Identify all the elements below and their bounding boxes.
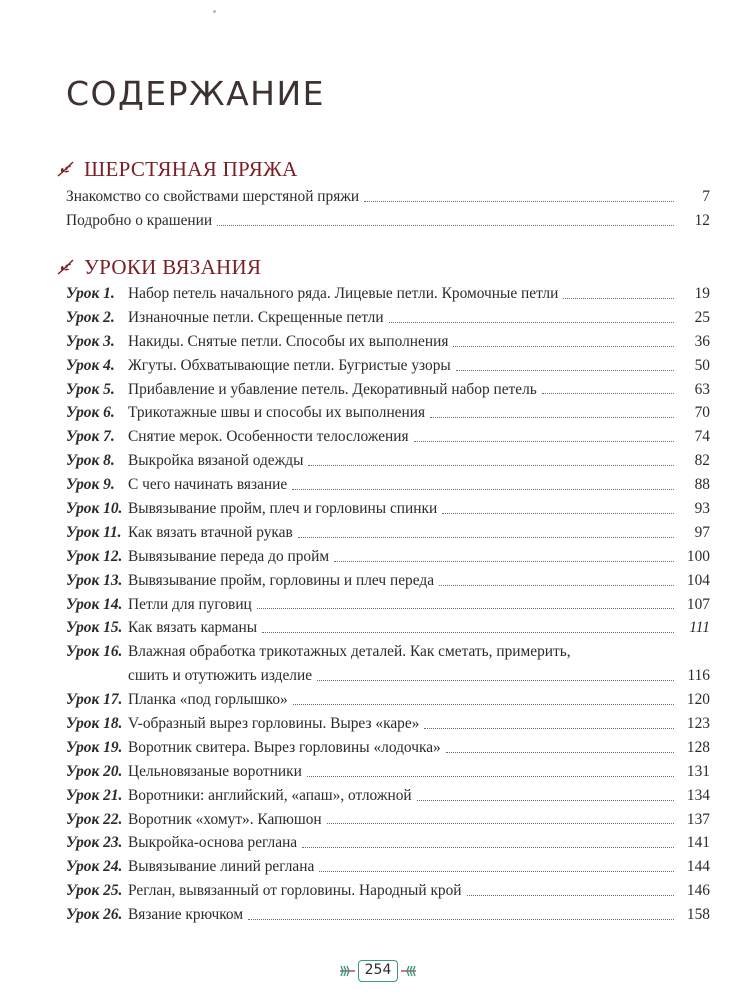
page-ref: 50 [694,356,710,374]
lesson-number: Урок 14. [66,595,123,613]
entry-title: Воротник свитера. Вырез горловины «лодочка» [128,738,441,756]
dot-leader [308,465,674,466]
dot-leader [563,298,674,299]
lesson-number: Урок 9. [66,476,115,494]
entry-title: Знакомство со свойствами шерстяной пряжи [66,188,360,205]
page-title: СОДЕРЖАНИЕ [66,74,326,113]
dot-leader [217,225,674,226]
toc-entry [66,306,710,330]
dot-leader [442,513,674,514]
dot-leader [298,537,674,538]
sprig-icon [56,257,76,277]
dot-leader [257,608,674,609]
lesson-number: Урок 18. [66,715,123,733]
dot-leader [417,800,674,801]
page-ref: 93 [694,500,710,518]
lesson-number: Урок 12. [66,547,123,565]
dot-leader [542,393,674,394]
dot-leader [317,680,674,681]
page-ref: 146 [686,882,710,900]
page-ref: 104 [686,571,710,589]
lesson-number: Урок 5. [66,380,115,398]
entry-title: Вывязывание линий реглана [128,858,315,876]
entry-title: Вывязывание переда до пройм [128,547,330,565]
print-mark [213,10,216,13]
dot-leader [430,417,674,418]
lesson-number: Урок 26. [66,906,123,924]
dot-leader [319,871,674,872]
entry-title: Выкройка-основа реглана [128,834,298,852]
lesson-number: Урок 17. [66,691,123,709]
lesson-number: Урок 19. [66,738,123,756]
entry-title: Жгуты. Обхватывающие петли. Бугристые узоры [128,356,451,374]
dot-leader [293,704,674,705]
toc-entry [66,664,710,688]
page-ref: 74 [694,428,710,446]
entry-title: Вывязывание пройм, горловины и плеч переда [128,571,435,589]
page-ref: 19 [694,285,710,302]
dot-leader [262,632,674,633]
toc-entry [66,569,710,593]
entry-title: Трикотажные швы и способы их выполнения [128,404,426,422]
toc-entry [66,330,710,354]
lesson-number: Урок 7. [66,428,115,446]
page-ref: 12 [694,211,710,229]
lesson-number: Урок 10. [66,500,123,518]
lesson-number: Урок 23. [66,834,123,852]
page-ref: 131 [686,762,710,780]
dot-leader [456,370,674,371]
page-ref: 7 [702,188,710,205]
page-ref: 120 [686,691,710,709]
entry-title: Прибавление и убавление петель. Декоративный набор петель [128,380,537,398]
dot-leader [439,585,674,586]
entry-title: Воротники: английский, «апаш», отложной [128,786,412,804]
lesson-number: Урок 21. [66,786,123,804]
page-ref: 141 [686,834,710,852]
toc-entry [66,521,710,545]
dot-leader [467,895,674,896]
entry-title: Вязание крючком [128,906,244,924]
entry-title: Влажная обработка трикотажных деталей. Как сметать, примерить, [128,643,571,661]
page-footer [338,958,418,984]
page-ref: 111 [689,619,710,637]
toc-entry [66,497,710,521]
dot-leader [307,776,674,777]
toc-entry [66,473,710,497]
section-heading-label: УРОКИ ВЯЗАНИЯ [84,254,262,279]
toc-entry [66,545,710,569]
page-ref: 134 [686,786,710,804]
dot-leader [248,919,674,920]
toc-entry [66,616,710,640]
entry-title: Набор петель начального ряда. Лицевые петли. Кромочные петли [128,285,559,302]
toc-list-lessons [66,282,710,927]
page-ref: 97 [694,523,710,541]
dot-leader [292,489,674,490]
entry-title: Подробно о крашении [66,211,213,229]
lesson-number: Урок 8. [66,452,115,470]
page-ref: 137 [686,810,710,828]
dot-leader [414,441,674,442]
entry-title: Снятие мерок. Особенности телосложения [128,428,409,446]
lesson-number: Урок 4. [66,356,115,374]
section-heading-wool [56,155,298,183]
lesson-number: Урок 22. [66,810,123,828]
page-ref: 128 [686,738,710,756]
entry-title: V-образный вырез горловины. Вырез «каре» [128,715,420,733]
toc-entry [66,378,710,402]
toc-entry [66,354,710,378]
entry-title: сшить и отутюжить изделие [128,667,313,685]
toc-entry [66,401,710,425]
page-ref: 63 [694,380,710,398]
page-ref: 36 [694,332,710,350]
lesson-number: Урок 6. [66,404,115,422]
toc-entry [66,855,710,879]
toc-entry [66,736,710,760]
lesson-number: Урок 24. [66,858,123,876]
lesson-number: Урок 15. [66,619,123,637]
dot-leader [334,561,674,562]
dot-leader [302,847,674,848]
entry-title: Как вязать карманы [128,619,258,637]
dot-leader [364,201,674,202]
entry-title: Как вязать втачной рукав [128,523,293,541]
toc-entry [66,209,710,233]
entry-title: Планка «под горлышко» [128,691,288,709]
page-ref: 107 [686,595,710,613]
lesson-number: Урок 13. [66,571,123,589]
page-ref: 88 [694,476,710,494]
dot-leader [446,752,674,753]
page-ref: 82 [694,452,710,470]
dot-leader [424,728,674,729]
toc-entry [66,185,710,209]
entry-title: Выкройка вязаной одежды [128,452,304,470]
entry-title: Петли для пуговиц [128,595,252,613]
entry-title: С чего начинать вязание [128,476,288,494]
lesson-number: Урок 2. [66,308,115,326]
toc-entry [66,712,710,736]
dot-leader [327,823,674,824]
page-ref: 25 [694,308,710,326]
toc-entry [66,282,710,306]
page-ref: 144 [686,858,710,876]
entry-title: Реглан, вывязанный от горловины. Народный крой [128,882,462,900]
lesson-number: Урок 3. [66,332,115,350]
lesson-number: Урок 1. [66,285,115,302]
toc-entry [66,760,710,784]
toc-entry [66,784,710,808]
section-heading-label: ШЕРСТЯНАЯ ПРЯЖА [84,156,298,181]
entry-title: Цельновязаные воротники [128,762,302,780]
toc-entry [66,425,710,449]
dot-leader [453,346,674,347]
lesson-number: Урок 16. [66,643,123,661]
page-number: 254 [358,960,398,982]
page-ref: 100 [686,547,710,565]
toc-entry [66,688,710,712]
toc-entry [66,593,710,617]
page-ref: 123 [686,715,710,733]
leaf-ornament-left-icon [338,961,356,981]
page-ref: 70 [694,404,710,422]
toc-entry [66,449,710,473]
section-heading-lessons [56,253,261,281]
leaf-ornament-right-icon [400,961,418,981]
lesson-number: Урок 25. [66,882,123,900]
toc-entry [66,831,710,855]
entry-title: Воротник «хомут». Капюшон [128,810,322,828]
sprig-icon [56,159,76,179]
page-ref: 116 [687,667,710,685]
lesson-number: Урок 11. [66,523,122,541]
toc-entry [66,903,710,927]
toc-list-wool [66,185,710,233]
toc-entry [66,879,710,903]
entry-title: Вывязывание пройм, плеч и горловины спинки [128,500,438,518]
toc-entry [66,808,710,832]
lesson-number: Урок 20. [66,762,123,780]
page-ref: 158 [686,906,710,924]
entry-title: Изнаночные петли. Скрещенные петли [128,308,384,326]
toc-entry [66,640,710,664]
dot-leader [389,322,674,323]
entry-title: Накиды. Снятые петли. Способы их выполнения [128,332,449,350]
